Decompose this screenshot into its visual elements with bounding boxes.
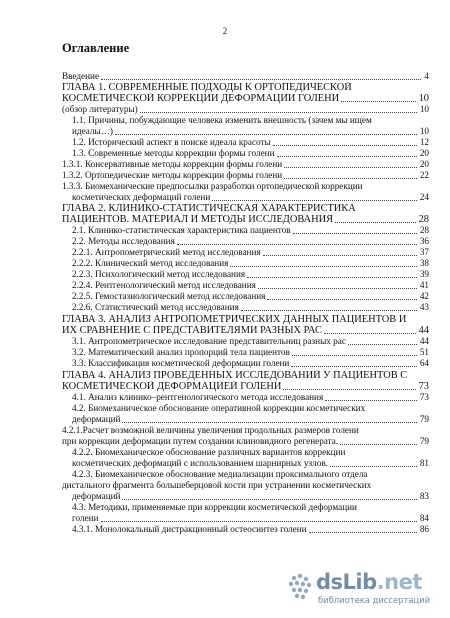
toc-entry-title: 1.1. Причины, побуждающие человека изменить внешность (зачем мы ищем (72, 115, 372, 125)
toc-entry (62, 325, 429, 336)
dslib-logo-icon (286, 572, 314, 602)
toc-dot-leader (293, 233, 417, 234)
toc-entry-page: 64 (419, 358, 429, 368)
toc-dot-leader (335, 222, 416, 223)
toc-dot-leader (325, 400, 417, 401)
toc-entry (72, 403, 429, 414)
toc-dot-leader (292, 355, 417, 356)
toc-entry-title: идеалы…) (72, 126, 113, 136)
toc-entry-title: ГЛАВА 1. СОВРЕМЕННЫЕ ПОДХОДЫ К ОРТОПЕДИЧЕСКОЙ (62, 82, 352, 93)
toc-entry (62, 159, 429, 170)
toc-entry-page: 10 (418, 93, 429, 104)
toc-entry-title: 2.2.4. Рентгенологический метод исследования (72, 280, 256, 290)
toc-dot-leader (101, 79, 421, 80)
toc-entry-title: 3.1. Антропометрическое исследование представительниц разных рас (72, 336, 346, 346)
toc-entry-page: 28 (419, 225, 429, 235)
watermark-brand (316, 570, 422, 594)
toc-entry (72, 358, 429, 369)
page-number: 2 (222, 26, 228, 36)
toc-entry (72, 115, 429, 126)
toc-dot-leader (122, 499, 416, 500)
toc-dot-leader (247, 277, 417, 278)
toc-entry-title: 2.2.5. Гемостазиологический метод исследования (72, 291, 266, 301)
page-title: Оглавление (62, 41, 130, 55)
toc-entry-title: 1.3.3. Биомеханические предпосылки разработки ортопедической коррекции (62, 181, 363, 191)
toc-entry (72, 469, 429, 480)
toc-dot-leader (115, 134, 417, 135)
toc-entry-page: 20 (419, 148, 429, 158)
toc-entry (62, 71, 429, 82)
toc-entry (72, 291, 429, 302)
toc-dot-leader (177, 244, 417, 245)
toc-entry-page: 20 (419, 159, 429, 169)
dslib-watermark (286, 570, 436, 608)
toc-entry (72, 347, 429, 358)
toc-entry-title: деформаций (72, 414, 121, 424)
toc-entry (72, 269, 429, 280)
toc-entry-title: 4.2.3. Биомеханическое обоснование медиализации проксимального отдела (72, 469, 368, 479)
toc-entry-title: 1.3.1. Консервативные методы коррекции формы голени (62, 159, 283, 169)
toc-entry (72, 513, 429, 524)
toc-dot-leader (284, 178, 417, 179)
toc-entry (72, 524, 429, 535)
toc-entry-title: 4.3. Методики, применяемые при коррекции косметической деформации (72, 502, 357, 512)
toc-entry (72, 247, 429, 258)
toc-entry-title: КОСМЕТИЧЕСКОЙ КОРРЕКЦИИ ДЕФОРМАЦИИ ГОЛЕНИ (62, 93, 340, 104)
toc-entry (72, 137, 429, 148)
toc-dot-leader (140, 112, 417, 113)
toc-dot-leader (284, 167, 417, 168)
toc-entry-title: 1.2. Исторический аспект в поиске идеала красоты (72, 137, 271, 147)
toc-entry-page: 73 (419, 392, 429, 402)
toc-dot-leader (273, 145, 417, 146)
toc-entry-title: ГЛАВА 3. АНАЛИЗ АНТРОПОМЕТРИЧЕСКИХ ДАННЫХ ПАЦИЕНТОВ И (62, 314, 407, 325)
toc-entry-title: (обзор литературы) (62, 104, 138, 114)
toc-entry-page: 44 (418, 325, 429, 336)
toc-entry (62, 436, 429, 447)
toc-entry-page: 36 (419, 236, 429, 246)
toc-entry (72, 280, 429, 291)
toc-dot-leader (277, 156, 417, 157)
toc-entry-title: деформаций (72, 491, 121, 501)
toc-entry-title: Введение (62, 71, 100, 81)
toc-entry-title: 2.2.6. Статистический метод исследования (72, 302, 239, 312)
toc-dot-leader (267, 299, 416, 300)
toc-entry-page: 10 (419, 126, 429, 136)
toc-entry-title: косметических деформаций с использованием шарнирных узлов. (72, 458, 328, 468)
toc-dot-leader (340, 444, 417, 445)
toc-entry-page: 79 (419, 436, 429, 446)
toc-entry (72, 192, 429, 203)
toc-entry-page: 39 (419, 269, 429, 279)
toc-entry-title: косметических деформаций голени (72, 192, 211, 202)
toc-dot-leader (341, 101, 415, 102)
toc-entry (72, 447, 429, 458)
toc-dot-leader (101, 521, 417, 522)
toc-dot-leader (122, 422, 416, 423)
toc-dot-leader (283, 389, 415, 390)
toc-entry (72, 336, 429, 347)
toc-entry (62, 181, 429, 192)
toc-dot-leader (330, 466, 417, 467)
toc-entry-page: 4 (424, 71, 429, 81)
toc-entry-page: 22 (419, 170, 429, 180)
toc-entry (72, 414, 429, 425)
watermark-subtitle: библиотека диссертаций (318, 595, 431, 605)
toc-entry-title: ГЛАВА 2. КЛИНИКО-СТАТИСТИЧЕСКАЯ ХАРАКТЕРИСТИКА (62, 203, 356, 214)
toc-entry-page: 44 (419, 336, 429, 346)
toc-entry-page: 41 (419, 280, 429, 290)
toc-entry-page: 12 (419, 137, 429, 147)
toc-entry-title: 4.3.1. Монолокальный дистракционный остеосинтез голени (72, 524, 307, 534)
toc-dot-leader (348, 344, 417, 345)
toc-entry (62, 314, 429, 325)
toc-entry (72, 258, 429, 269)
watermark-brand-tld: .net (376, 570, 422, 594)
toc-entry-page: 83 (419, 491, 429, 501)
toc-entry-title: ПАЦИЕНТОВ. МАТЕРИАЛ И МЕТОДЫ ИССЛЕДОВАНИЯ (62, 214, 334, 225)
toc-dot-leader (291, 366, 416, 367)
toc-entry (72, 491, 429, 502)
toc-entry (72, 502, 429, 513)
toc-entry-title: 4.2.2. Биомеханическое обоснование различных вариантов коррекции (72, 447, 346, 457)
toc-entry-title: 4.2.1.Расчет возможной величины увеличения продольных размеров голени (62, 425, 359, 435)
toc-entry-title: КОСМЕТИЧЕСКОЙ ДЕФОРМАЦИЕЙ ГОЛЕНИ (62, 381, 282, 392)
toc-entry-page: 84 (419, 513, 429, 523)
toc-entry (62, 82, 429, 93)
toc-entry-page: 24 (419, 192, 429, 202)
watermark-brand-main: dsLib (316, 570, 377, 594)
toc-entry (62, 381, 429, 392)
toc-entry (72, 225, 429, 236)
toc-entry-page: 51 (419, 347, 429, 357)
toc-dot-leader (212, 200, 417, 201)
toc-entry (72, 148, 429, 159)
toc-entry (72, 236, 429, 247)
toc-entry-page: 81 (419, 458, 429, 468)
toc-entry (72, 458, 429, 469)
toc-entry-page: 38 (419, 258, 429, 268)
toc-entry-title: 4.1. Анализ клинико–рентгенологического метода исследования (72, 392, 324, 402)
toc-entry (62, 104, 429, 115)
toc-entry-title: 1.3. Современные методы коррекции формы голени (72, 148, 275, 158)
toc-entry-page: 86 (419, 524, 429, 534)
toc-entry-title: 3.3. Классификация косметической деформации голени (72, 358, 290, 368)
toc-entry (62, 93, 429, 104)
toc-entry-title: голени (72, 513, 99, 523)
toc-entry-page: 37 (419, 247, 429, 257)
toc-entry-title: 2.2.1. Антропометрический метод исследования (72, 247, 261, 257)
toc-entry-page: 73 (418, 381, 429, 392)
toc-entry (62, 203, 429, 214)
toc-entry-title: 4.2. Биомеханическое обоснование оперативной коррекции косметических (72, 403, 366, 413)
toc-entry-title: дистального фрагмента большеберцовой кости при устранении косметических (62, 480, 372, 490)
toc-entry-title: 2.1. Клинико-статистическая характеристика пациентов (72, 225, 291, 235)
toc-entry-title: при коррекции деформации путем создании клиновидного регенерата. (62, 436, 339, 446)
toc-dot-leader (258, 288, 417, 289)
toc-entry (72, 302, 429, 313)
toc-entry (62, 370, 429, 381)
toc-entry-page: 10 (419, 104, 429, 114)
toc-dot-leader (263, 255, 417, 256)
toc-entry-page: 28 (418, 214, 429, 225)
toc-entry-title: ИХ СРАВНЕНИЕ С ПРЕДСТАВИТЕЛЯМИ РАЗНЫХ РАС (62, 325, 322, 336)
toc-entry-title: ГЛАВА 4. АНАЛИЗ ПРОВЕДЕННЫХ ИССЛЕДОВАНИЙ У ПАЦИЕНТОВ С (62, 370, 408, 381)
toc-entry (62, 480, 429, 491)
toc-entry-title: 2.2.2. Клинический метод исследования (72, 258, 229, 268)
toc-entry-page: 79 (419, 414, 429, 424)
toc-dot-leader (241, 310, 417, 311)
toc-entry (72, 126, 429, 137)
toc-entry (62, 214, 429, 225)
toc-entry-page: 43 (419, 302, 429, 312)
toc-entry (62, 425, 429, 436)
toc-dot-leader (309, 532, 417, 533)
toc-entry-title: 2.2.3. Психологический метод исследования (72, 269, 246, 279)
toc-entry-title: 3.2. Математический анализ пропорций тела пациентов (72, 347, 290, 357)
toc-entry (72, 392, 429, 403)
toc-entry-title: 1.3.2. Ортопедические методы коррекции формы голени (62, 170, 283, 180)
toc-entry-page: 42 (419, 291, 429, 301)
toc-entry-title: 2.2. Методы исследования (72, 236, 175, 246)
toc-entry (62, 170, 429, 181)
toc-dot-leader (324, 333, 416, 334)
toc-dot-leader (230, 266, 416, 267)
